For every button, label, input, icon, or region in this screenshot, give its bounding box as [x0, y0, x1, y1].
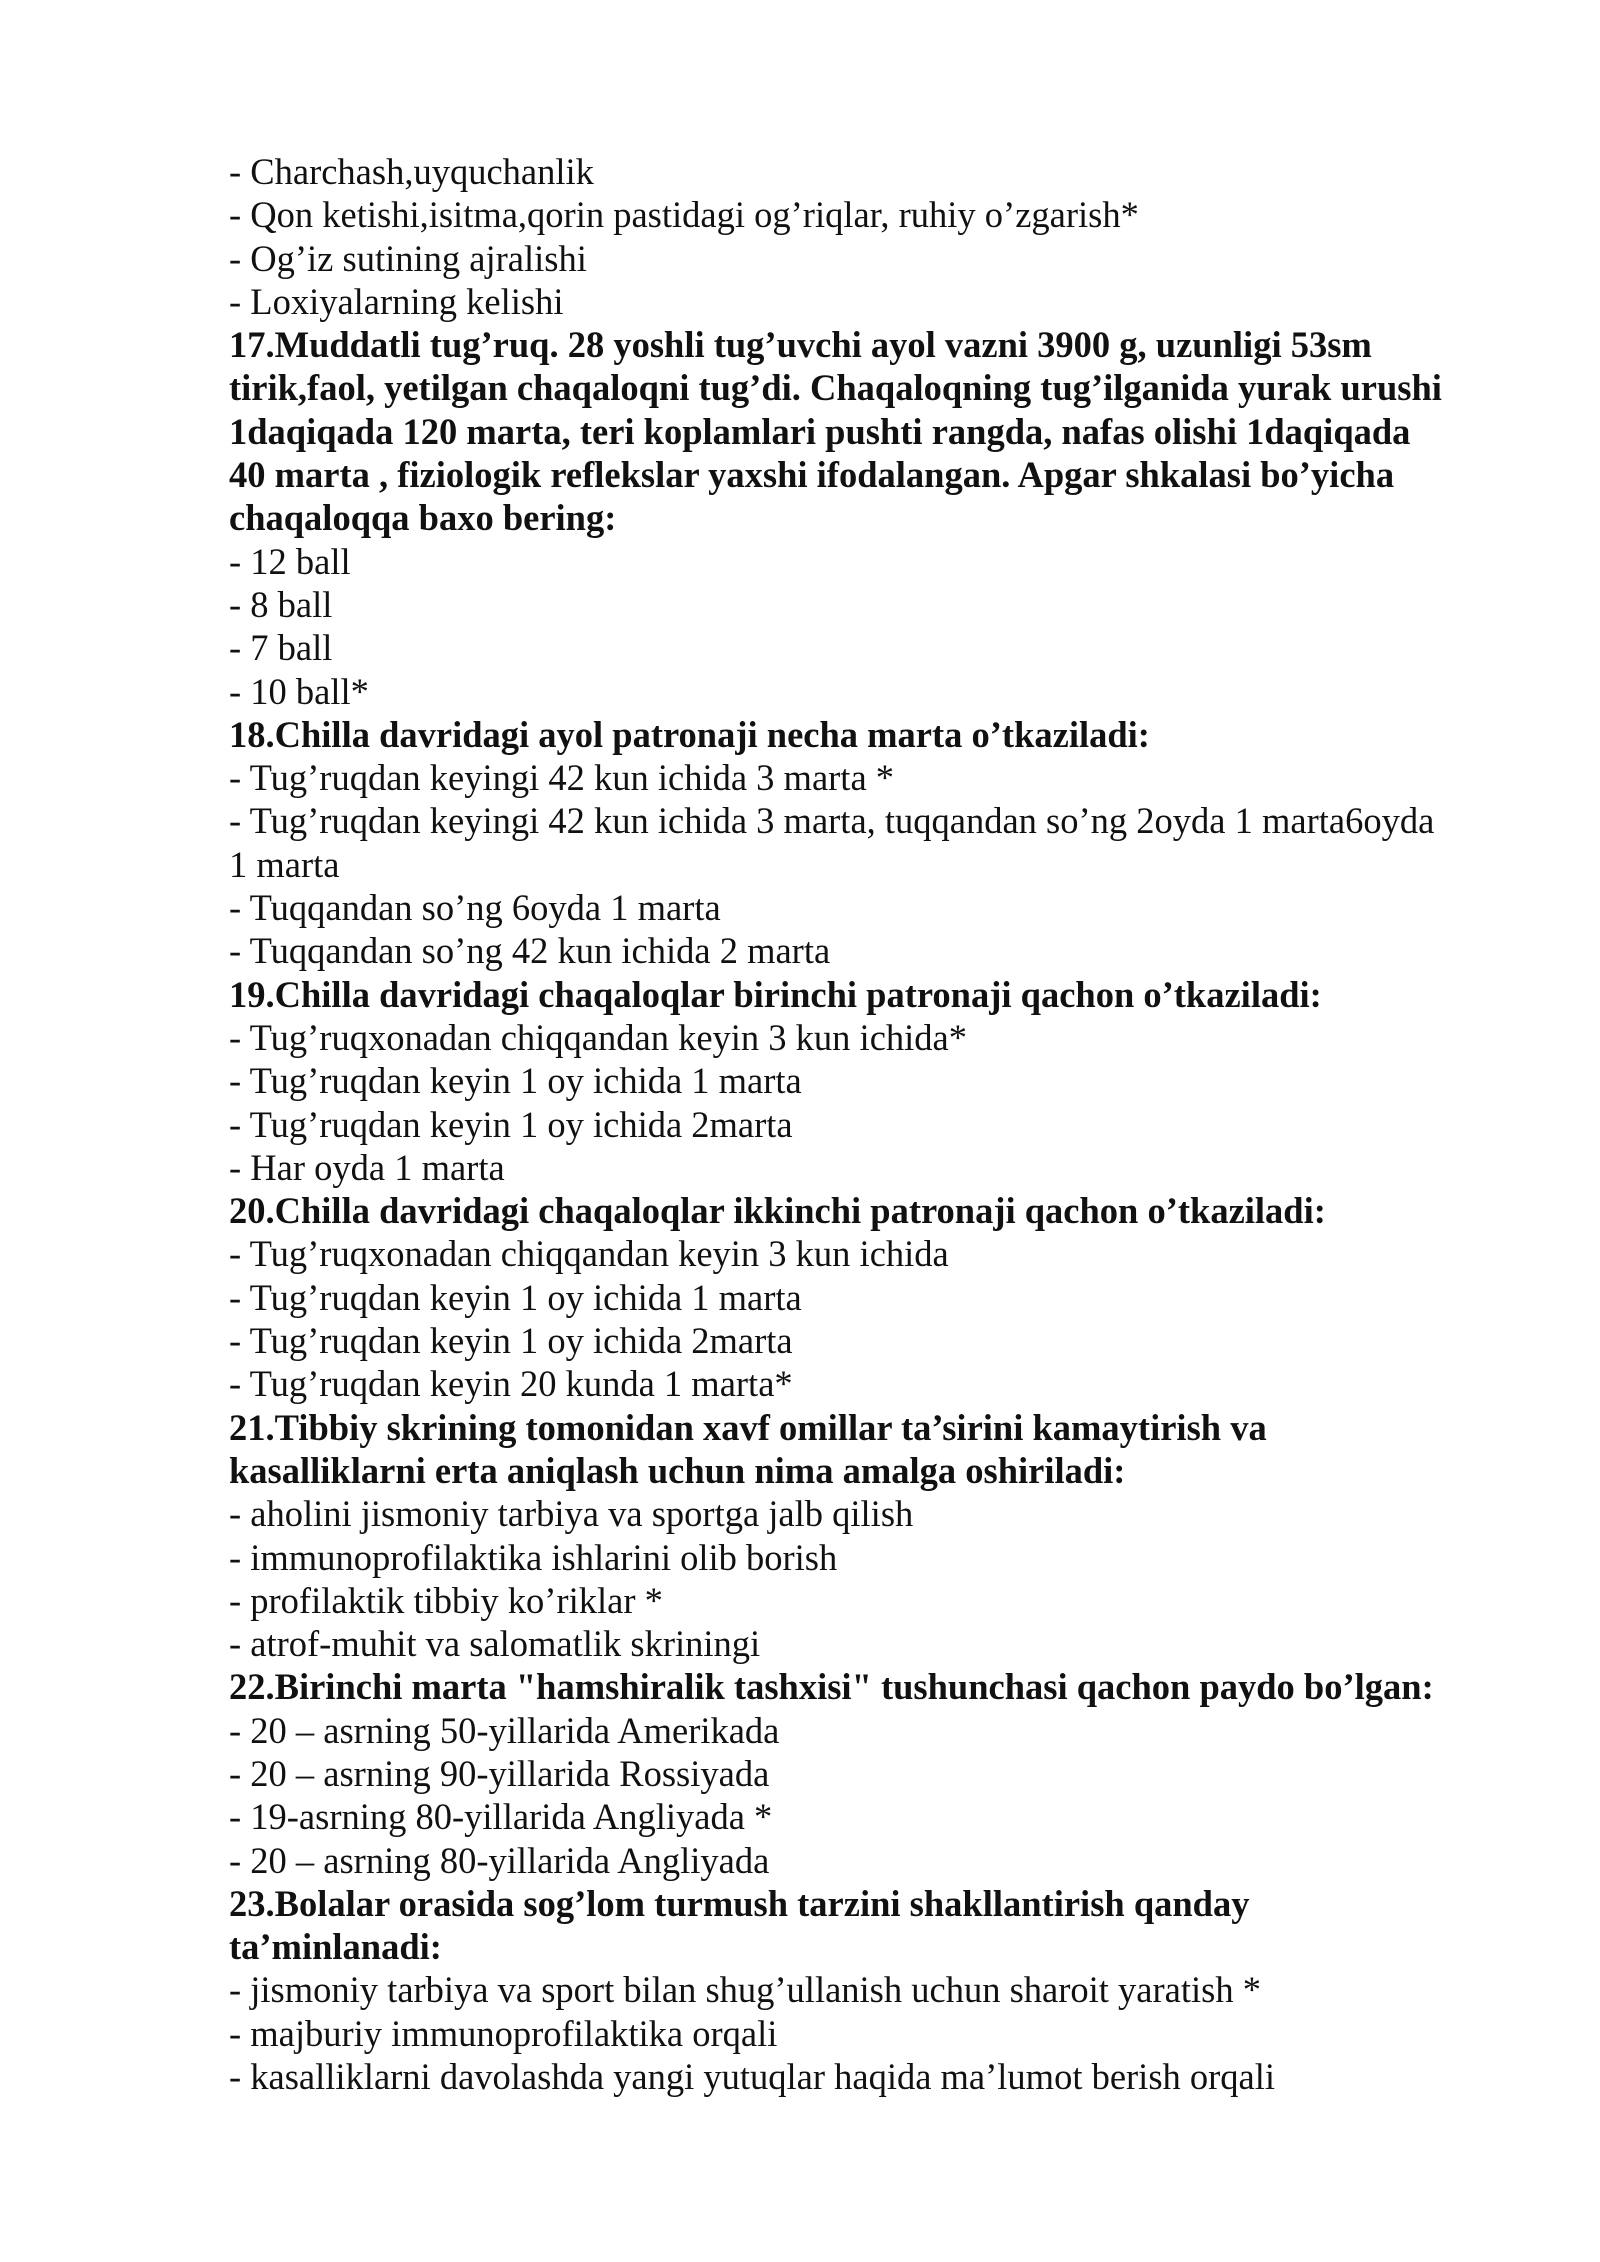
answer-option-line: - Tug’ruqdan keyingi 42 kun ichida 3 marta * [229, 757, 895, 799]
answer-option-line: - 20 – asrning 90-yillarida Rossiyada [229, 1752, 770, 1794]
question-text-line: 20.Chilla davridagi chaqaloqlar ikkinchi patronaji qachon o’tkaziladi: [229, 1190, 1326, 1232]
question-text-line: ta’minlanadi: [229, 1926, 442, 1968]
answer-option-line: - majburiy immunoprofilaktika orqali [229, 2012, 778, 2054]
answer-option-line: - 19-asrning 80-yillarida Angliyada * [229, 1796, 773, 1838]
question-text-line: 1daqiqada 120 marta, teri koplamlari pushti rangda, nafas olishi 1daqiqada [229, 410, 1411, 452]
answer-option-line: - Tug’ruqdan keyin 1 oy ichida 1 marta [229, 1276, 802, 1318]
answer-option-line: - atrof-muhit va salomatlik skriningi [229, 1623, 761, 1665]
answer-option-line: - immunoprofilaktika ishlarini olib borish [229, 1536, 838, 1578]
answer-option-line: - kasalliklarni davolashda yangi yutuqlar haqida ma’lumot berish orqali [229, 2056, 1276, 2098]
answer-option-line: - Tug’ruqdan keyingi 42 kun ichida 3 marta, tuqqandan so’ng 2oyda 1 marta6oyda [229, 800, 1435, 842]
answer-option-line: - aholini jismoniy tarbiya va sportga jalb qilish [229, 1493, 914, 1535]
answer-option-line: - profilaktik tibbiy ko’riklar * [229, 1579, 663, 1621]
question-text-line: 21.Tibbiy skrining tomonidan xavf omillar ta’sirini kamaytirish va [229, 1406, 1267, 1448]
document-body [229, 150, 1529, 2098]
answer-option-line: - Har oyda 1 marta [229, 1146, 505, 1188]
question-text-line: 18.Chilla davridagi ayol patronaji necha marta o’tkaziladi: [229, 713, 1150, 755]
question-text-line: 40 marta , fiziologik reflekslar yaxshi ifodalangan. Apgar shkalasi bo’yicha [229, 454, 1395, 496]
answer-option-line: - Tug’ruqdan keyin 1 oy ichida 2marta [229, 1320, 793, 1362]
question-text-line: chaqaloqqa baxo bering: [229, 497, 617, 539]
question-text-line: tirik,faol, yetilgan chaqaloqni tug’di. Chaqaloqning tug’ilganida yurak urushi [229, 367, 1442, 409]
answer-option-line: - jismoniy tarbiya va sport bilan shug’ullanish uchun sharoit yaratish * [229, 1969, 1261, 2011]
answer-option-line: - Loxiyalarning kelishi [229, 280, 564, 322]
answer-option-line: - Tuqqandan so’ng 42 kun ichida 2 marta [229, 930, 831, 972]
answer-option-line: - Qon ketishi,isitma,qorin pastidagi og’riqlar, ruhiy o’zgarish* [229, 194, 1139, 236]
question-text-line: 23.Bolalar orasida sog’lom turmush tarzini shakllantirish qanday [229, 1882, 1250, 1924]
answer-option-line: - Tug’ruqdan keyin 1 oy ichida 1 marta [229, 1060, 802, 1102]
question-text-line: 22.Birinchi marta "hamshiralik tashxisi" tushunchasi qachon paydo bo’lgan: [229, 1666, 1434, 1708]
answer-option-line: - Tuqqandan so’ng 6oyda 1 marta [229, 887, 721, 929]
answer-option-line: - 10 ball* [229, 670, 369, 712]
answer-option-line: - Charchash,uyquchanlik [229, 151, 594, 192]
answer-option-line: - 7 ball [229, 627, 333, 669]
question-text-line: kasalliklarni erta aniqlash uchun nima amalga oshiriladi: [229, 1449, 1126, 1491]
answer-option-line: - 20 – asrning 80-yillarida Angliyada [229, 1839, 770, 1881]
answer-option-line: - Tug’ruqxonadan chiqqandan keyin 3 kun ichida [229, 1233, 949, 1275]
answer-option-line: - Tug’ruqdan keyin 1 oy ichida 2marta [229, 1103, 793, 1145]
answer-option-line: - Og’iz sutining ajralishi [229, 237, 587, 279]
answer-option-line: - Tug’ruqxonadan chiqqandan keyin 3 kun ichida* [229, 1016, 967, 1058]
answer-option-line: - 12 ball [229, 540, 351, 582]
question-text-line: 17.Muddatli tug’ruq. 28 yoshli tug’uvchi ayol vazni 3900 g, uzunligi 53sm [229, 324, 1372, 366]
question-text-line: 19.Chilla davridagi chaqaloqlar birinchi patronaji qachon o’tkaziladi: [229, 973, 1322, 1015]
answer-option-line: - 8 ball [229, 583, 333, 625]
answer-option-line: - 20 – asrning 50-yillarida Amerikada [229, 1709, 780, 1751]
answer-option-line: 1 marta [229, 843, 340, 885]
answer-option-line: - Tug’ruqdan keyin 20 kunda 1 marta* [229, 1363, 793, 1405]
